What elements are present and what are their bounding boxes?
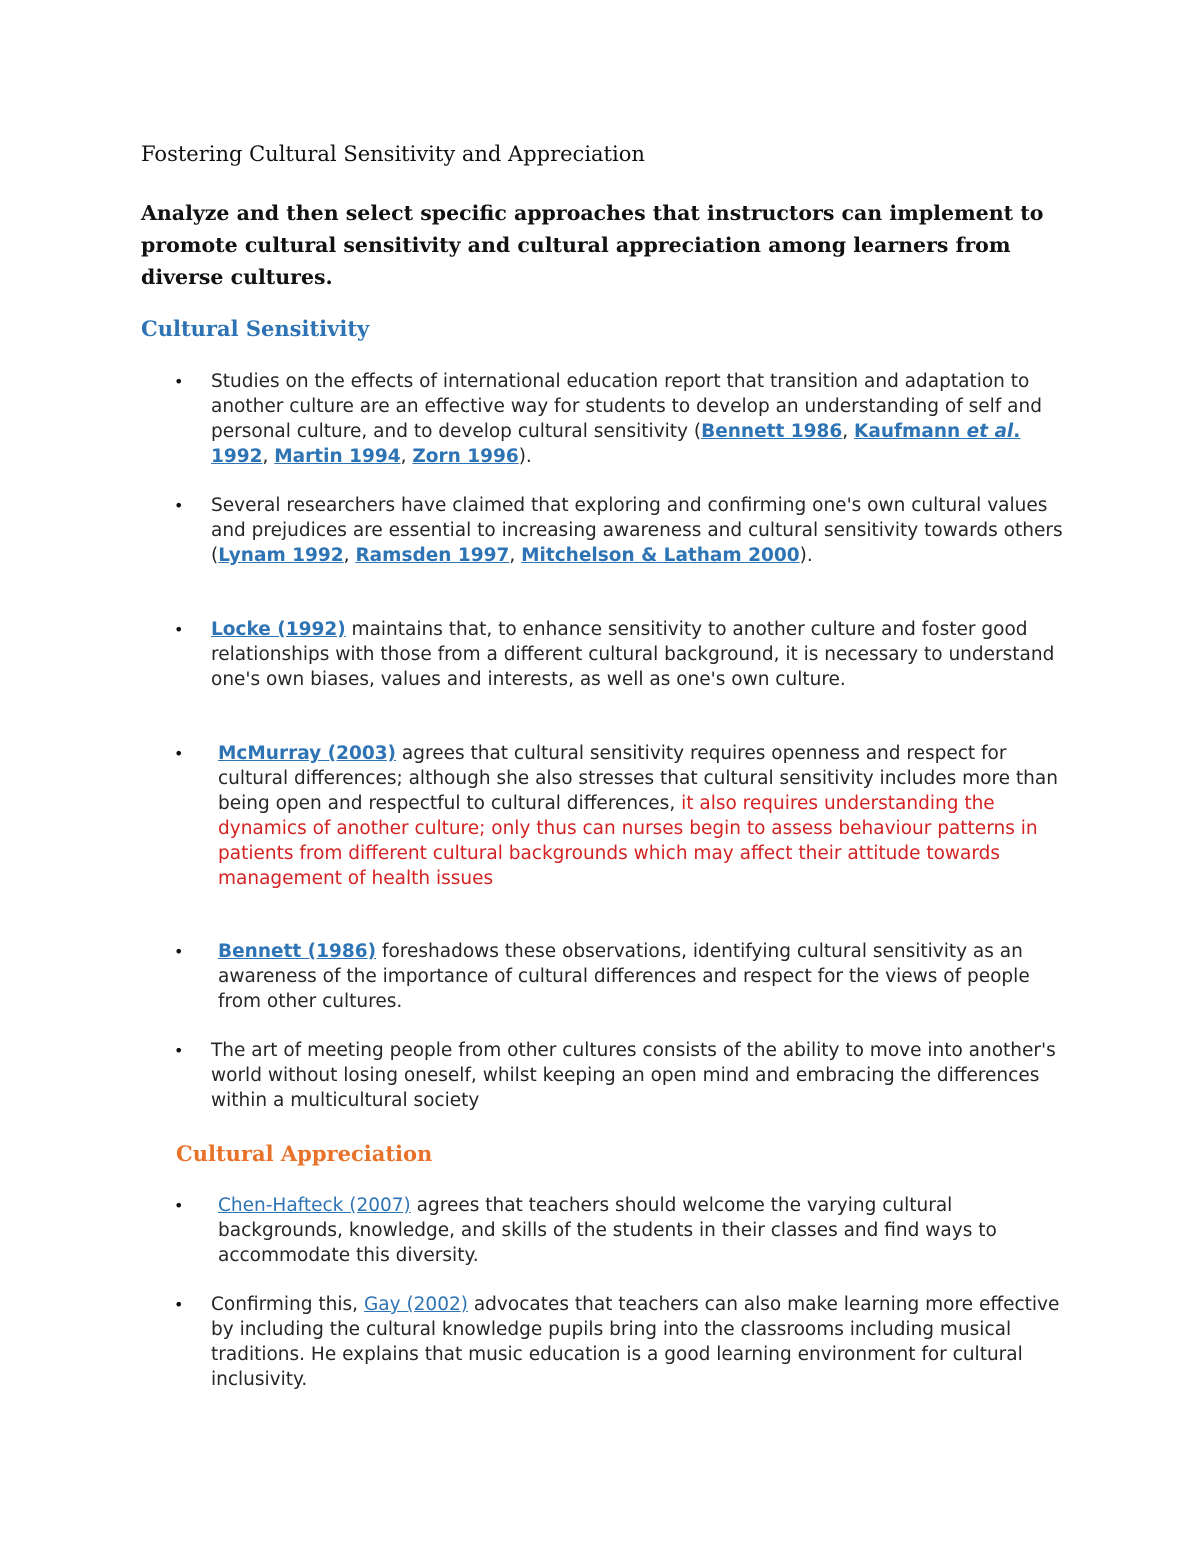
bullet-marker: • bbox=[174, 372, 184, 391]
citation-link-chen-hafteck-2007[interactable]: Chen-Hafteck (2007) bbox=[218, 1195, 411, 1216]
citation-link-bennett-1986b[interactable]: Bennett (1986) bbox=[218, 941, 377, 962]
heading-cultural-sensitivity: Cultural Sensitivity bbox=[141, 316, 370, 341]
list-item-appreciation-1: Chen-Hafteck (2007) agrees that teachers should welcome the varying cultural backgrounds, knowledge, and skills of the students in their classes and find ways to accommodate this diversity. bbox=[218, 1195, 997, 1266]
bullet-marker: • bbox=[174, 1041, 184, 1060]
citation-link-zorn-1996[interactable]: Zorn 1996 bbox=[412, 446, 519, 467]
citation-link-mcmurray-2003[interactable]: McMurray (2003) bbox=[218, 743, 397, 764]
bullet-marker: • bbox=[174, 1295, 184, 1314]
bullet-marker: • bbox=[174, 942, 184, 961]
citation-link-bennett-1986[interactable]: Bennett 1986 bbox=[701, 421, 843, 442]
citation-link-kaufmann-1992[interactable]: Kaufmann et al. 1992 bbox=[211, 421, 1021, 467]
list-item-sensitivity-6: The art of meeting people from other cultures consists of the ability to move into another's world without losing oneself, whilst keeping an open mind and embracing the differences within a multicultural society bbox=[211, 1040, 1056, 1111]
list-item-sensitivity-5: Bennett (1986) foreshadows these observations, identifying cultural sensitivity as an awareness of the importance of cultural differences and respect for the views of people from other cultures. bbox=[218, 941, 1030, 1012]
citation-link-ramsden-1997[interactable]: Ramsden 1997 bbox=[355, 545, 510, 566]
document-title: Fostering Cultural Sensitivity and Appreciation bbox=[141, 142, 645, 166]
citation-link-lynam-1992[interactable]: Lynam 1992 bbox=[218, 545, 344, 566]
bullet-marker: • bbox=[174, 1196, 184, 1215]
citation-link-martin-1994[interactable]: Martin 1994 bbox=[274, 446, 401, 467]
list-item-sensitivity-4: McMurray (2003) agrees that cultural sensitivity requires openness and respect for cultural differences; although she also stresses that cultural sensitivity includes more than being open and respectful to cultural differences, it also requires understanding the dynamics of another culture; only thus can nurses begin to assess behaviour patterns in patients from different cultural backgrounds which may affect their attitude towards management of health issues bbox=[218, 743, 1058, 889]
list-item-sensitivity-2: Several researchers have claimed that exploring and confirming one's own cultural values and prejudices are essential to increasing awareness and cultural sensitivity towards others (Lynam 1992, Ramsden 1997, Mitchelson & Latham 2000). bbox=[211, 495, 1063, 566]
list-item-appreciation-2: Confirming this, Gay (2002) advocates that teachers can also make learning more effective by including the cultural knowledge pupils bring into the classrooms including musical traditions. He explains that music education is a good learning environment for cultural inclusivity. bbox=[211, 1294, 1060, 1390]
list-item-sensitivity-1: Studies on the effects of international education report that transition and adaptation to another culture are an effective way for students to develop an understanding of self and personal culture, and to develop cultural sensitivity (Bennett 1986, Kaufmann et al. 1992, Martin 1994, Zorn 1996). bbox=[211, 371, 1042, 467]
heading-cultural-appreciation: Cultural Appreciation bbox=[176, 1141, 433, 1166]
bullet-marker: • bbox=[174, 620, 184, 639]
bullet-marker: • bbox=[174, 744, 184, 763]
citation-link-mitchelson-latham-2000[interactable]: Mitchelson & Latham 2000 bbox=[521, 545, 800, 566]
highlighted-text: it also requires understanding the dynamics of another culture; only thus can nurses begin to assess behaviour patterns in patients from different cultural backgrounds which may affect their attitude towards management of health issues bbox=[218, 793, 1038, 889]
citation-link-gay-2002[interactable]: Gay (2002) bbox=[363, 1294, 468, 1315]
bullet-marker: • bbox=[174, 496, 184, 515]
citation-link-locke-1992[interactable]: Locke (1992) bbox=[211, 619, 346, 640]
list-item-sensitivity-3: Locke (1992) maintains that, to enhance sensitivity to another culture and foster good relationships with those from a different cultural background, it is necessary to understand one's own biases, values and interests, as well as one's own culture. bbox=[211, 619, 1055, 690]
assignment-prompt: Analyze and then select specific approaches that instructors can implement to promote cultural sensitivity and cultural appreciation among learners from diverse cultures. bbox=[141, 201, 1044, 289]
